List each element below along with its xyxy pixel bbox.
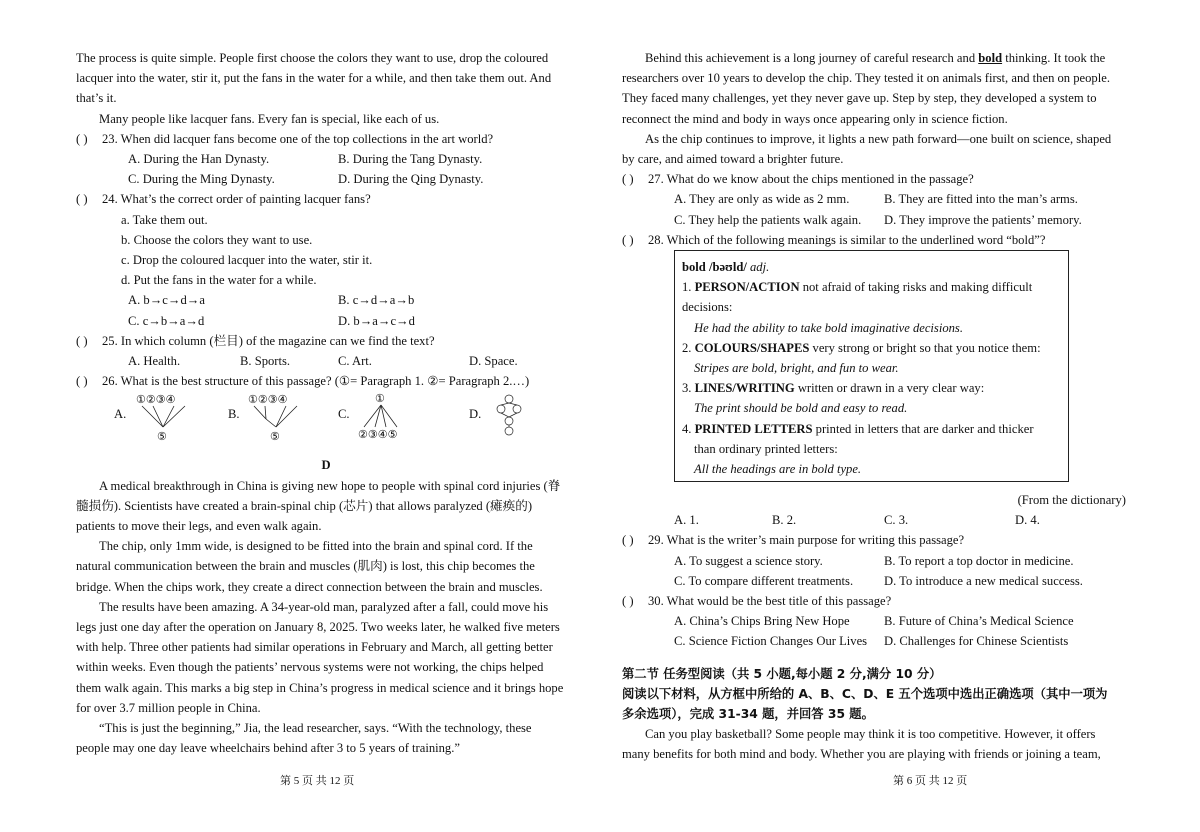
sense-text: not afraid of taking risks and making difficult decisions: [682, 280, 1033, 315]
paragraph: natural communication between the brain and muscles (肌肉) is lost, this chip becomes the [76, 559, 535, 574]
answer-blank[interactable]: ( ) [76, 192, 88, 207]
question-30 [622, 591, 1132, 611]
question-27 [622, 169, 1132, 189]
paragraph: by care, and aimed toward a brighter future. [622, 152, 844, 167]
question-stem: 26. What is the best structure of this passage? (①= Paragraph 1. ②= Paragraph 2.…) [102, 374, 530, 389]
question-26 [76, 371, 576, 391]
dictionary-box [674, 250, 1069, 482]
paragraph: them walk again. This marks a big step in China’s progress in medical science and it brings hope [76, 680, 564, 695]
paragraph: A medical breakthrough in China is giving new hope to people with spinal cord injuries (脊 [99, 478, 561, 493]
answer-blank[interactable]: ( ) [76, 333, 88, 348]
question-25 [76, 331, 576, 351]
option-a: A. b→c→d→a [128, 293, 205, 308]
diagram-d-figure [487, 391, 547, 443]
paragraph: As the chip continues to improve, it lights a new path forward—one built on science, shaped [645, 131, 1112, 146]
answer-blank[interactable]: ( ) [76, 374, 88, 389]
diagram-b-bottom: ⑤ [270, 431, 280, 444]
dict-example-3: The print should be bold and easy to read. [694, 401, 908, 416]
option-a: A. They are only as wide as 2 mm. [674, 192, 850, 207]
dict-head: bold /bəʊld/ [682, 260, 747, 274]
section-2-instructions: 阅读以下材料，从方框中所给的 A、B、C、D、E 五个选项中选出正确选项（其中一项为 [622, 686, 1108, 701]
option-c: C. During the Ming Dynasty. [128, 172, 275, 187]
question-stem: 25. In which column (栏目) of the magazine can we find the text? [102, 333, 435, 348]
paragraph: reconnect the mind and body in ways once appearing only in science fiction. [622, 111, 1008, 126]
dict-sense-4 [682, 419, 1068, 439]
option-d-label: D. [469, 407, 482, 422]
option-d: D. b→a→c→d [338, 313, 415, 328]
step-c: c. Drop the coloured lacquer into the water, stir it. [121, 253, 373, 268]
diagram-a-top: ①②③④ [136, 394, 176, 407]
dict-example-1: He had the ability to take bold imaginative decisions. [694, 320, 963, 335]
paragraph: that’s it. [76, 91, 117, 106]
option-d: D. During the Qing Dynasty. [338, 172, 484, 187]
answer-blank[interactable]: ( ) [76, 131, 88, 146]
paragraph: people may one day leave wheelchairs behind after 3 to 5 years of training.” [76, 741, 460, 756]
question-stem: 29. What is the writer’s main purpose for writing this passage? [648, 533, 965, 548]
option-d: D. 4. [1015, 513, 1040, 528]
paragraph: bridge. When the chips work, they create a direct connection between the brain and muscles. [76, 579, 543, 594]
question-24 [76, 189, 576, 209]
section-2-title: 第二节 任务型阅读（共 5 小题,每小题 2 分,满分 10 分） [622, 666, 942, 681]
diagram-c-bottom: ②③④⑤ [358, 429, 398, 442]
option-b: B. 2. [772, 513, 797, 528]
question-23 [76, 129, 576, 149]
option-a-label: A. [114, 407, 127, 422]
paragraph: Can you play basketball? Some people may think it is too competitive. However, it offers [645, 727, 1096, 742]
option-b: B. During the Tang Dynasty. [338, 152, 483, 167]
dict-headword [682, 257, 1068, 277]
option-c-label: C. [338, 407, 350, 422]
dict-pos: adj. [749, 260, 770, 274]
diagram-c-figure [352, 391, 472, 443]
text-run: thinking. It took the [1002, 51, 1106, 65]
paragraph: patients to move their legs, and even walk again. [76, 519, 322, 534]
option-c: C. 3. [884, 513, 909, 528]
sense-key: PRINTED LETTERS [694, 421, 813, 436]
right-page [622, 48, 1132, 765]
option-d: D. Challenges for Chinese Scientists [884, 634, 1069, 649]
paragraph: researchers over 10 years to develop the chip. They tested it on animals first, and then on people. [622, 71, 1110, 86]
left-page [76, 48, 576, 759]
question-stem: 28. Which of the following meanings is similar to the underlined word “bold”? [648, 232, 1046, 247]
answer-blank[interactable]: ( ) [622, 594, 634, 609]
section-heading: D [321, 458, 331, 473]
question-stem: 30. What would be the best title of this passage? [648, 594, 892, 609]
question-stem: 27. What do we know about the chips mentioned in the passage? [648, 172, 974, 187]
step-b: b. Choose the colors they want to use. [121, 232, 313, 247]
paragraph: The chip, only 1mm wide, is designed to be fitted into the brain and spinal cord. If the [99, 539, 533, 554]
question-28 [622, 230, 1132, 250]
option-c: C. Art. [338, 354, 372, 369]
sense-text: written or drawn in a very clear way: [794, 381, 985, 396]
option-a: A. To suggest a science story. [674, 553, 823, 568]
question-29 [622, 530, 1132, 550]
option-d: D. They improve the patients’ memory. [884, 212, 1082, 227]
dict-sense-3 [682, 378, 1068, 398]
sense-text: printed in letters that are darker and thicker [812, 421, 1034, 436]
page-number-right: 第 6 页 共 12 页 [893, 775, 968, 787]
paragraph: lacquer into the water, stir it, put the fans in the water for a while, and then take them out. And [76, 71, 552, 86]
option-a: A. China’s Chips Bring New Hope [674, 614, 850, 629]
diagram-c-top: ① [375, 393, 385, 406]
diagram-a-bottom: ⑤ [157, 431, 167, 444]
sense-number: 3. [682, 381, 695, 396]
option-b: B. To report a top doctor in medicine. [884, 553, 1074, 568]
dict-example-2: Stripes are bold, bright, and fun to wear. [694, 361, 899, 376]
answer-blank[interactable]: ( ) [622, 533, 634, 548]
diagram-b-top: ①②③④ [248, 394, 288, 407]
paragraph [622, 48, 1132, 68]
option-c: C. To compare different treatments. [674, 573, 854, 588]
sense-key: PERSON/ACTION [694, 280, 800, 295]
structure-diagrams [76, 391, 576, 453]
sense-number: 2. [682, 340, 695, 355]
dict-sense-4-cont: than ordinary printed letters: [694, 441, 838, 456]
option-b: B. Sports. [240, 354, 291, 369]
option-b: B. They are fitted into the man’s arms. [884, 192, 1078, 207]
option-d: D. To introduce a new medical success. [884, 573, 1083, 588]
answer-blank[interactable]: ( ) [622, 232, 634, 247]
page-number-left: 第 5 页 共 12 页 [280, 775, 355, 787]
question-stem: 23. When did lacquer fans become one of the top collections in the art world? [102, 131, 494, 146]
dict-sense-2 [682, 338, 1068, 358]
sense-key: COLOURS/SHAPES [694, 340, 810, 355]
text-run: Behind this achievement is a long journey of careful research and [645, 51, 979, 65]
option-a: A. During the Han Dynasty. [128, 152, 270, 167]
paragraph: many benefits for both mind and body. Whether you are playing with friends or joining a team, [622, 747, 1101, 762]
option-b: B. c→d→a→b [338, 293, 415, 308]
section-2-instructions: 多余选项），完成 31-34 题，并回答 35 题。 [622, 707, 874, 722]
paragraph: legs just one day after the operation on January 8, 2025. Two weeks later, he walked five meters [76, 620, 560, 635]
sense-key: LINES/WRITING [694, 381, 795, 396]
option-a: A. Health. [128, 354, 181, 369]
underlined-word-bold: bold [978, 51, 1003, 65]
option-b: B. Future of China’s Medical Science [884, 614, 1074, 629]
paragraph: within weeks. Even though the patients’ nervous systems were not working, the chips helped [76, 660, 544, 675]
paragraph: 髓损伤). Scientists have created a brain-spinal chip (芯片) that allows paralyzed (瘫痪的) [76, 498, 533, 513]
dict-example-4: All the headings are in bold type. [694, 462, 862, 477]
paragraph: for over 3.7 million people in China. [76, 700, 261, 715]
paragraph: “This is just the beginning,” Jia, the lead researcher, says. “With the technology, these [99, 721, 532, 736]
paragraph: They faced many challenges, yet they never gave up. Step by step, they developed a system to [622, 91, 1097, 106]
step-a: a. Take them out. [121, 212, 208, 227]
paragraph: The results have been amazing. A 34-year-old man, paralyzed after a fall, could move his [99, 599, 549, 614]
option-c: C. They help the patients walk again. [674, 212, 862, 227]
sense-number: 1. [682, 280, 695, 295]
step-d: d. Put the fans in the water for a while. [121, 273, 317, 288]
option-b-label: B. [228, 407, 240, 422]
dictionary-source: (From the dictionary) [1017, 493, 1126, 508]
option-c: C. c→b→a→d [128, 313, 205, 328]
sense-text: very strong or bright so that you notice them: [809, 340, 1041, 355]
dict-sense-1 [682, 277, 1068, 317]
paragraph: with help. Three other patients had similar operations in February and March, all getting better [76, 640, 553, 655]
answer-blank[interactable]: ( ) [622, 172, 634, 187]
paragraph: Many people like lacquer fans. Every fan is special, like each of us. [99, 111, 440, 126]
option-d: D. Space. [469, 354, 518, 369]
option-a: A. 1. [674, 513, 699, 528]
paragraph: The process is quite simple. People first choose the colors they want to use, drop the coloured [76, 51, 549, 65]
sense-number: 4. [682, 421, 695, 436]
question-stem: 24. What’s the correct order of painting lacquer fans? [102, 192, 371, 207]
option-c: C. Science Fiction Changes Our Lives [674, 634, 868, 649]
